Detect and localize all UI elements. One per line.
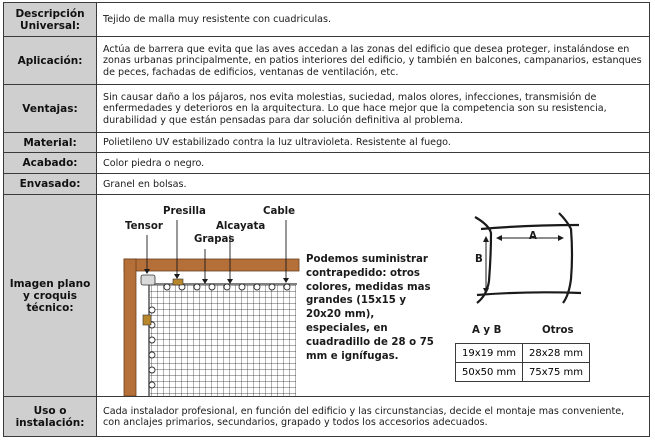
row-ventajas — [4, 85, 650, 133]
technical-drawing — [97, 195, 637, 396]
size-cell: 50x50 mm — [456, 363, 523, 382]
callout-presilla: Presilla — [163, 206, 206, 217]
value-material: Polietileno UV estabilizado contra la luz ultravioleta. Resistente al fuego. — [97, 133, 650, 153]
row-acabado — [4, 153, 650, 174]
row-uso — [4, 397, 650, 437]
callout-tensor: Tensor — [125, 221, 163, 232]
tensor-part — [141, 275, 155, 285]
mesh-cell-diagram — [475, 213, 581, 303]
dimension-arrowheads — [483, 235, 564, 294]
tensor-part-vertical — [143, 315, 151, 325]
size-cell: 19x19 mm — [456, 344, 523, 363]
label-text: Envasado: — [19, 178, 81, 190]
label-acabado — [4, 153, 97, 174]
dimension-label-a: A — [529, 231, 537, 242]
spec-table — [3, 2, 650, 437]
callout-cable: Cable — [263, 206, 296, 217]
wood-beam-left — [124, 259, 136, 396]
label-text: Acabado: — [22, 157, 78, 169]
callout-grapas: Grapas — [194, 234, 235, 245]
label-uso — [4, 397, 97, 437]
technical-drawing-cell — [97, 195, 650, 397]
sizes-header-ayb: A y B — [472, 325, 502, 336]
row-aplicacion — [4, 37, 650, 85]
label-text: Imagen plano y croquis técnico: — [9, 277, 91, 314]
dimension-label-b: B — [475, 254, 483, 265]
label-text: Descripción Universal: — [15, 7, 85, 32]
label-descripcion — [4, 3, 97, 37]
label-text: Material: — [23, 136, 77, 149]
value-envasado: Granel en bolsas. — [97, 174, 650, 195]
label-material — [4, 133, 97, 153]
dimension-arrows — [486, 238, 561, 291]
value-ventajas: Sin causar daño a los pájaros, nos evita molestias, suciedad, malos olores, infecciones, transmisión de enfermedades y deterioros en la arquitectura. Lo que hace mejor que la competencia son su resistencia, durabilidad y que están pensadas para dar solución definitiva al problema. — [97, 85, 650, 133]
row-descripcion — [4, 3, 650, 37]
sizes-table — [455, 343, 590, 382]
label-text: Aplicación: — [17, 54, 83, 67]
callout-alcayata: Alcayata — [216, 221, 266, 232]
label-envasado — [4, 174, 97, 195]
label-aplicacion — [4, 37, 97, 85]
value-acabado: Color piedra o negro. — [97, 153, 650, 174]
row-envasado — [4, 174, 650, 195]
sizes-header-otros: Otros — [542, 325, 574, 336]
presilla-part — [173, 279, 183, 285]
label-ventajas — [4, 85, 97, 133]
custom-order-note: Podemos suministrar contrapedido: otros colores, medidas mas grandes (15x15 y 20x20 mm), especiales, en cuadradillo de 28 o 75 mm e ignífugas. — [306, 254, 434, 362]
sizes-row — [456, 344, 590, 363]
sizes-row — [456, 363, 590, 382]
value-descripcion: Tejido de malla muy resistente con cuadriculas. — [97, 3, 650, 37]
wood-beam-top — [124, 259, 299, 271]
size-cell: 75x75 mm — [523, 363, 590, 382]
label-imagen — [4, 195, 97, 397]
value-uso: Cada instalador profesional, en función del edificio y las circunstancias, decide el montaje mas conveniente, con anclajes primarios, secundarios, grapado y todos los accesorios adecuados. — [97, 397, 650, 437]
value-aplicacion: Actúa de barrera que evita que las aves accedan a las zonas del edificio que desea proteger, instalándose en zonas urbanas principalmente, en patios interiores del edificio, y también en balcones, campanarios, estanques de peces, fachadas de edificios, ventanas de ventilación, etc. — [97, 37, 650, 85]
size-cell: 28x28 mm — [523, 344, 590, 363]
bird-net-mesh — [150, 285, 296, 396]
spec-sheet — [3, 2, 650, 437]
label-text: Uso o instalación: — [15, 404, 85, 429]
label-text: Ventajas: — [22, 102, 78, 115]
row-material — [4, 133, 650, 153]
row-imagen — [4, 195, 650, 397]
